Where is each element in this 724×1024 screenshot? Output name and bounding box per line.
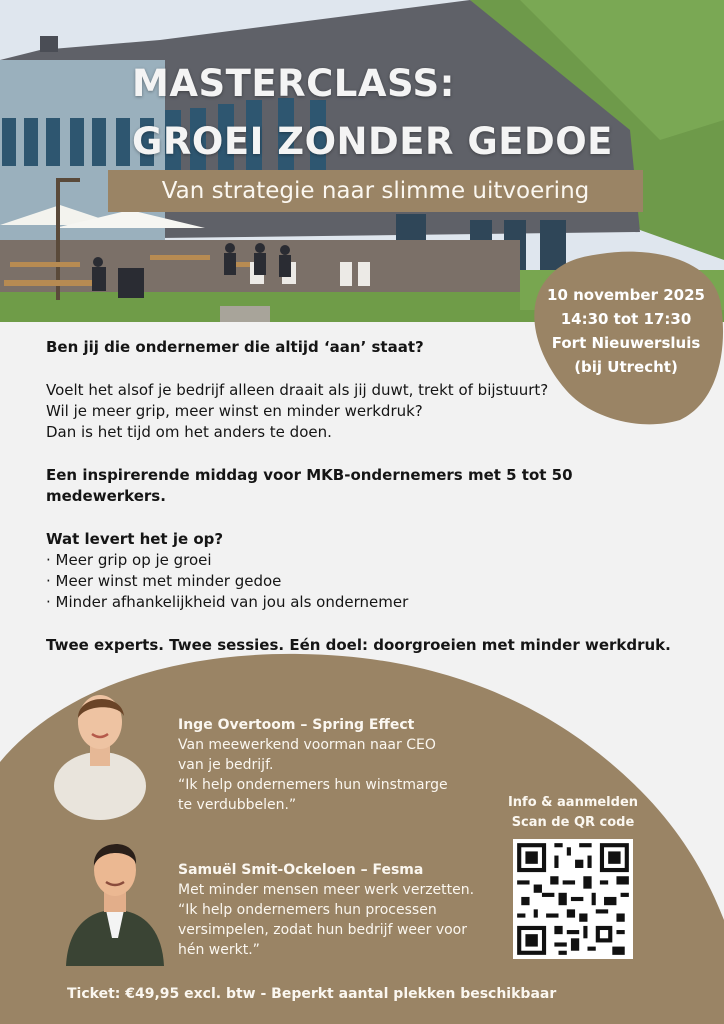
subtitle-text: Van strategie naar slimme uitvoering xyxy=(161,178,590,204)
qr-code[interactable] xyxy=(513,839,633,959)
signup-info xyxy=(504,793,642,833)
speaker-1-name: Inge Overtoom – Spring Effect xyxy=(178,717,415,733)
speaker-1-photo xyxy=(48,682,152,822)
intro-line: Dan is het tijd om het anders te doen. xyxy=(46,423,332,441)
benefit-item: · Minder afhankelijkheid van jou als ondernemer xyxy=(46,593,409,611)
speaker-1-line: Van meewerkend voorman naar CEO xyxy=(178,737,436,753)
speaker-1-line: te verdubbelen.” xyxy=(178,797,297,813)
speaker-2-photo xyxy=(60,826,170,972)
speaker-2-line: hén werkt.” xyxy=(178,942,260,958)
subtitle-banner xyxy=(108,170,643,212)
tagline: Twee experts. Twee sessies. Eén doel: doorgroeien met minder werkdruk. xyxy=(46,636,671,654)
speaker-2-line: “Ik help ondernemers hun processen xyxy=(178,902,437,918)
audience-statement: Een inspirerende middag voor MKB-ondernemers met 5 tot 50 medewerkers. xyxy=(46,466,573,505)
title-line-2: GROEI ZONDER GEDOE xyxy=(132,120,613,163)
intro-section xyxy=(46,337,686,656)
intro-line: Wil je meer grip, meer winst en minder werkdruk? xyxy=(46,402,423,420)
speaker-2-line: Met minder mensen meer werk verzetten. xyxy=(178,882,475,898)
event-time: 14:30 tot 17:30 xyxy=(560,310,692,328)
speaker-2 xyxy=(178,860,478,960)
benefit-item: · Meer winst met minder gedoe xyxy=(46,572,282,590)
speaker-1-line: van je bedrijf. xyxy=(178,757,274,773)
benefits-heading: Wat levert het je op? xyxy=(46,530,224,548)
title-line-1: MASTERCLASS: xyxy=(132,62,455,105)
ticket-info: Ticket: €49,95 excl. btw - Beperkt aantal plekken beschikbaar xyxy=(67,986,557,1002)
event-venue-note: (bij Utrecht) xyxy=(574,358,678,376)
speaker-1-line: “Ik help ondernemers hun winstmarge xyxy=(178,777,448,793)
speaker-2-name: Samuël Smit-Ockeloen – Fesma xyxy=(178,862,424,878)
intro-question: Ben jij die ondernemer die altijd ‘aan’ staat? xyxy=(46,338,424,356)
event-venue: Fort Nieuwersluis xyxy=(551,334,701,352)
benefit-item: · Meer grip op je groei xyxy=(46,551,212,569)
intro-line: Voelt het alsof je bedrijf alleen draait als jij duwt, trekt of bijstuurt? xyxy=(46,381,549,399)
signup-line-2: Scan de QR code xyxy=(511,815,635,830)
speaker-2-line: versimpelen, zodat hun bedrijf weer voor xyxy=(178,922,467,938)
event-date: 10 november 2025 xyxy=(547,286,705,304)
speaker-1 xyxy=(178,715,478,815)
signup-line-1: Info & aanmelden xyxy=(507,795,639,810)
